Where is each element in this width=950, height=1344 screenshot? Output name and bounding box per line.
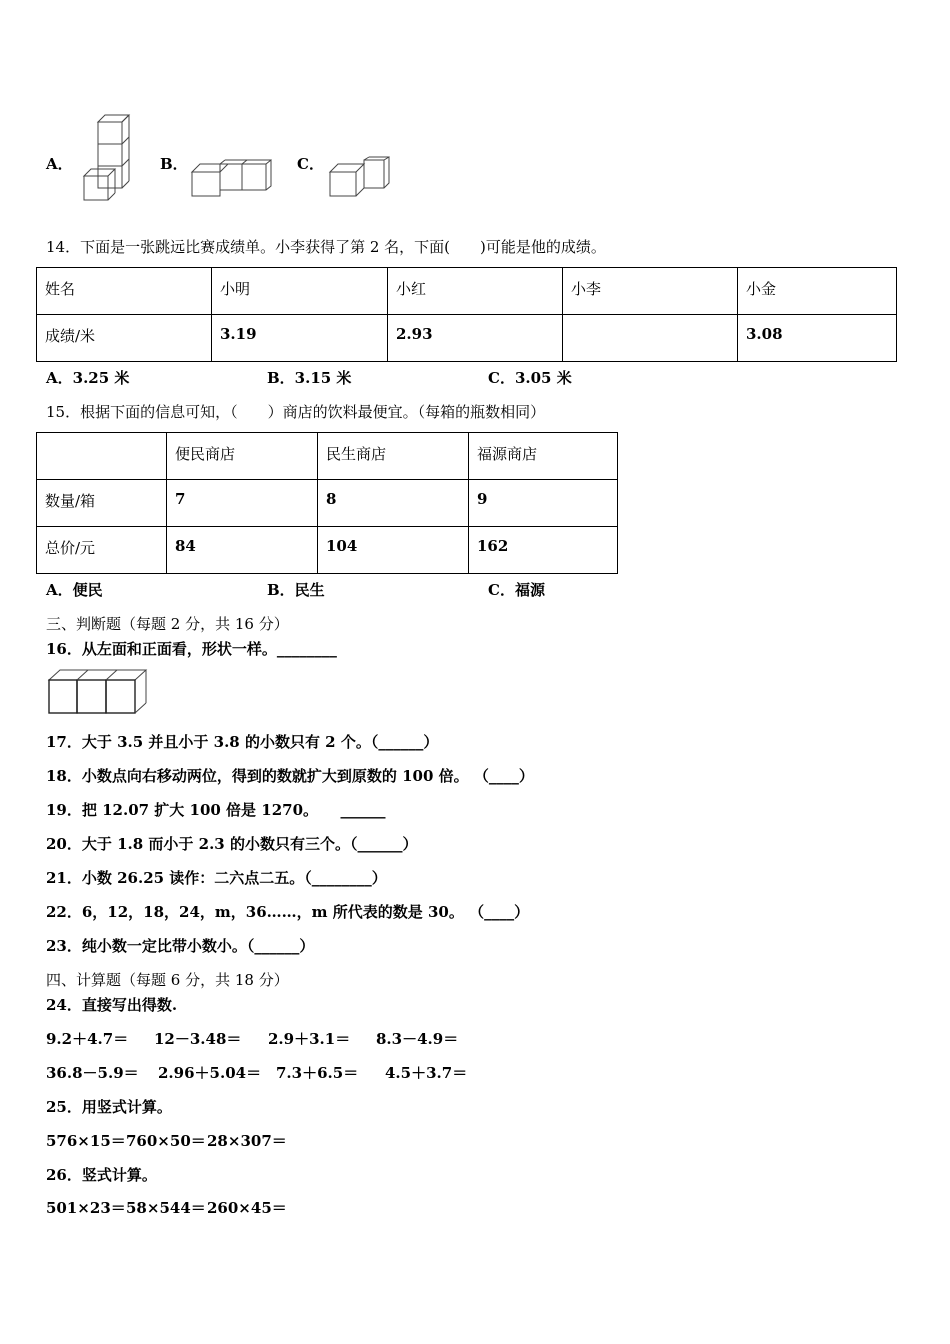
q14-row-label: 成绩/米 xyxy=(37,315,212,362)
q25-expression: 576×15＝ xyxy=(46,1132,126,1150)
cube-row-figure xyxy=(46,666,150,716)
q21-text: 21．小数 26.25 读作：二六点二五。（________） xyxy=(46,869,387,887)
q15-cell: 84 xyxy=(167,527,318,574)
q15-cell: 9 xyxy=(469,480,618,527)
q24-expression: 8.3－4.9＝ xyxy=(376,1030,459,1048)
q14-table xyxy=(36,267,897,362)
option-b-label: B． xyxy=(160,155,188,173)
cube-figure-c xyxy=(328,156,392,198)
q14-score-cell: 2.93 xyxy=(388,315,563,362)
q14-option-b: B．3.15 米 xyxy=(267,369,352,387)
q14-header-cell: 小李 xyxy=(563,268,738,315)
q14-header-cell: 小金 xyxy=(738,268,897,315)
q14-header-cell: 小红 xyxy=(388,268,563,315)
section4-title: 四、计算题（每题 6 分，共 18 分） xyxy=(46,971,289,989)
q24-expression: 12－3.48＝ xyxy=(154,1030,242,1048)
q22-text: 22．6，12，18，24，m，36……，m 所代表的数是 30。 （____） xyxy=(46,903,530,921)
q16-text: 16．从左面和正面看，形状一样。________ xyxy=(46,640,337,658)
q15-row-label: 数量/箱 xyxy=(37,480,167,527)
q14-header-cell: 小明 xyxy=(212,268,388,315)
q14-score-cell xyxy=(563,315,738,362)
q15-option-a: A．便民 xyxy=(46,581,103,599)
q14-option-a: A．3.25 米 xyxy=(46,369,130,387)
q24-expression: 7.3＋6.5＝ xyxy=(276,1064,359,1082)
cube-figure-b xyxy=(190,158,272,200)
q14-score-cell: 3.19 xyxy=(212,315,388,362)
q26-title: 26．竖式计算。 xyxy=(46,1166,157,1184)
q25-title: 25．用竖式计算。 xyxy=(46,1098,172,1116)
q24-expression: 9.2＋4.7＝ xyxy=(46,1030,129,1048)
q15-cell: 8 xyxy=(318,480,469,527)
q15-header-cell: 福源商店 xyxy=(469,433,618,480)
q15-option-c: C．福源 xyxy=(488,581,545,599)
q14-text: 14．下面是一张跳远比赛成绩单。小李获得了第 2 名，下面( )可能是他的成绩。 xyxy=(46,238,606,256)
q17-text: 17．大于 3.5 并且小于 3.8 的小数只有 2 个。（______） xyxy=(46,733,439,751)
q14-option-c: C．3.05 米 xyxy=(488,369,572,387)
q15-text: 15．根据下面的信息可知，（ ）商店的饮料最便宜。（每箱的瓶数相同） xyxy=(46,403,546,421)
cube-figure-a xyxy=(82,112,132,204)
q15-header-cell: 便民商店 xyxy=(167,433,318,480)
q26-expression: 58×544＝ xyxy=(126,1199,206,1217)
q15-header-cell: 民生商店 xyxy=(318,433,469,480)
q15-header-cell xyxy=(37,433,167,480)
q15-cell: 7 xyxy=(167,480,318,527)
q20-text: 20．大于 1.8 而小于 2.3 的小数只有三个。（______） xyxy=(46,835,418,853)
q18-text: 18．小数点向右移动两位，得到的数就扩大到原数的 100 倍。 （____） xyxy=(46,767,534,785)
section3-title: 三、判断题（每题 2 分，共 16 分） xyxy=(46,615,289,633)
q23-text: 23．纯小数一定比带小数小。（______） xyxy=(46,937,315,955)
q15-cell: 104 xyxy=(318,527,469,574)
q24-expression: 4.5＋3.7＝ xyxy=(385,1064,468,1082)
q14-score-cell: 3.08 xyxy=(738,315,897,362)
q24-expression: 36.8－5.9＝ xyxy=(46,1064,139,1082)
option-a-label: A． xyxy=(46,155,73,173)
q14-header-cell: 姓名 xyxy=(37,268,212,315)
q15-row-label: 总价/元 xyxy=(37,527,167,574)
q25-expression: 760×50＝ xyxy=(126,1132,206,1150)
q15-cell: 162 xyxy=(469,527,618,574)
q26-expression: 260×45＝ xyxy=(207,1199,287,1217)
q26-expression: 501×23＝ xyxy=(46,1199,126,1217)
q24-expression: 2.96＋5.04＝ xyxy=(158,1064,262,1082)
q24-title: 24．直接写出得数. xyxy=(46,996,178,1014)
q15-table xyxy=(36,432,618,574)
q19-text: 19．把 12.07 扩大 100 倍是 1270。 ______ xyxy=(46,801,386,819)
option-c-label: C． xyxy=(297,155,324,173)
q25-expression: 28×307＝ xyxy=(207,1132,287,1150)
q15-option-b: B．民生 xyxy=(267,581,325,599)
q24-expression: 2.9＋3.1＝ xyxy=(268,1030,351,1048)
